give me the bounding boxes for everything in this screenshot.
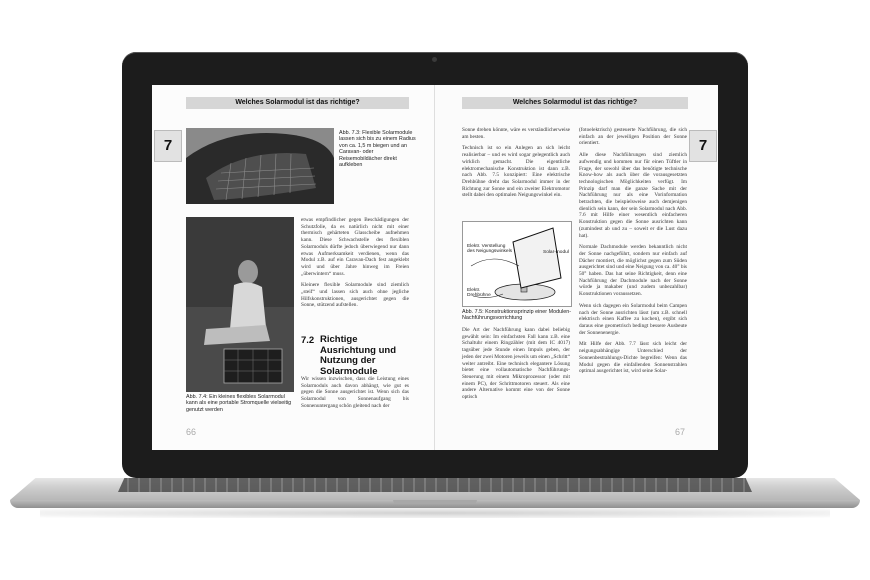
woman-with-panel-illustration [186,217,294,392]
right-col1-paragraph-2: Technisch ist so ein Anlegen an sich leicht realisierbar – und es wird sogar gelegentlich auch wirklich gemacht. Die eigentliche elektromechanische Konstruktion ist dann z.B. nach Abb. 7.5 konzipiert: Eine elektrische Drehbühne dreht das Solarmodul immer in der Richtung zur Sonne und ein zweiter Elektromotor stellt dabei den optimalen Neigungswinkel ein. [462,145,570,199]
car-roof-illustration [186,128,334,204]
diagram-label-turntable: Elektr. Drehbühne [467,288,491,299]
diagram-label-tilt: Elektr. Verstellung des Neigungswinkels [467,244,513,255]
left-page [152,85,435,450]
right-col2-paragraph-3: Normale Dachmodule werden bekanntlich nicht der Sonne nachgeführt, sondern nur einfach auf Dächer montiert, die möglichst gegen zum Süden ausgerichtet sind und eine Neigung von ca. 40° bis 50° haben. Das hat seine Richtigkeit, denn eine Nachführung der Dachmodule nach der Sonne würde ja makaber (und zudem unbezahlbar) Konstruktionen voraussetzen. [579,244,687,298]
left-paragraph-2: Kleinere flexible Solarmodule sind ziemlich „steif“ und lassen sich auch ohne jegliche Hilfskonstruktionen, ausgerichtet gegen die Sonne, stützend aufstellen. [301,282,409,309]
section-title: Richtige Ausrichtung und Nutzung der Solarmodule [320,334,396,377]
right-page-number: 67 [675,427,686,437]
right-col1-paragraph-1: Sonne drehen könnte, wäre es verständlicherweise am besten. [462,127,570,140]
right-col1-bottom [462,327,570,406]
fig-7-3-caption: Abb. 7.3: Flexible Solarmodule lassen sich bis zu einem Radius von ca. 1,5 m biegen und an Caravan- oder Reisemobildächer direkt aufkleben [339,130,416,169]
left-chapter-tab: 7 [154,130,182,162]
fig-7-5-caption: Abb. 7.5: Konstruktionsprinzip einer Modulen-Nachführungsvorrichtung [462,309,572,322]
section-number: 7.2 [301,335,315,346]
portable-solar-photo [186,217,294,392]
webcam-icon [432,57,437,62]
fig-7-4-caption: Abb. 7.4: Ein kleines flexibles Solarmodul kann als eine portable Stromquelle vielseitig genutzt werden [186,394,292,413]
right-running-header: Welches Solarmodul ist das richtige? [462,97,688,109]
laptop-screen [152,85,718,450]
right-page [435,85,718,450]
left-paragraph-3: Wir wissen inzwischen, dass die Leistung eines Solarmoduls auch davon abhängt, wie gut es gegen die Sonne ausgerichtet ist. Wenn sich das Solarmodul von Sonnenaufgang bis Sonnenuntergang schön gleitend nach der [301,376,409,409]
keyboard-keys [118,478,752,492]
left-body-text [301,217,409,314]
diagram-label-module: Solar-modul [543,250,569,255]
right-col2-paragraph-1: (fotoelektrisch) gesteuerte Nachführung, die sich einfach an der jeweiligen Position der Sonne orientiert. [579,127,687,147]
car-roof-solar-photo [186,128,334,204]
right-col1-paragraph-3: Die Art der Nachführung kann dabei beliebig gewählt sein: Im einfachsten Fall kann z.B. eine Schaltuhr einem Ringzähler (mit dem IC 4017) tagsüber jede Stunde einen Impuls geben, der jeden der zwei Motoren jeweils um einen „Schritt“ weiter antreibt. Eine technisch elegantere Lösung bietet eine vollautomatische Nachführungs-Steuerung mit einem Mikroprozessor (oder mit einem PC), der Schrittmotoren steuert. Als eine andere Alternative kommt eine von der Sonne optisch [462,327,570,401]
left-paragraph-1: etwas empfindlicher gegen Beschädigungen der Schutzfolie, da es natürlich nicht mit einer thermisch gehärteten Glasscheibe aufnehmen kann. Diese Schwachstelle des flexiblen Solarmoduls dürfte jedoch überwiegend nur dann etwas Aufmerksamkeit verdienen, wenn das Modul z.B. auf ein Caravan-Dach fest angeklebt wird und über Jahre hinweg im Freien „überwintern“ muss. [301,217,409,277]
laptop-shadow [40,508,830,518]
right-col1-top [462,127,570,204]
right-chapter-tab: 7 [689,130,717,162]
left-running-header: Welches Solarmodul ist das richtige? [186,97,409,109]
laptop-opening-notch [393,500,477,504]
left-body-text-2 [301,376,409,415]
right-col2-paragraph-5: Mit Hilfe der Abb. 7.7 lässt sich leicht der neigungsabhängige Unterschied der Sonnenbestrahlungs-Dichte begreifen: Wenn das Modul gegen die einfallenden Sonnenstrahlen optimal ausgerichtet ist, wird seine Solar- [579,341,687,375]
right-col2 [579,127,687,380]
right-col2-paragraph-2: Alle diese Nachführungen sind ziemlich aufwendig und kommen nur für einen Tüftler in Frage, der sowohl über das benötigte technische Know-how als auch über die vorausgesetzten technologischen Möglichkeiten verfügt. Im Prinzip darf man die ganze Sache mit der Nachführung nur als eine Vorinformation betrachten, die beispielsweise auch demjenigen dienlich sein kann, der sein Solarmodul nach Abb. 7.6 mit Hilfe einer wesentlich einfacheren Konstruktion gegen die Sonne ausrichten kann (zumindest ab und zu – soweit er die Lust dazu hat). [579,152,687,239]
tracking-diagram [462,221,572,307]
left-page-number: 66 [186,427,197,437]
right-col2-paragraph-4: Wenn sich dagegen ein Solarmodul beim Campen nach der Sonne ausrichten lässt (um z.B. schnell elektrisch einen Kaffee zu kochen), ergibt sich daraus eine geometrisch bedingt bessere Ausbeute der Sonnenenergie. [579,302,687,336]
